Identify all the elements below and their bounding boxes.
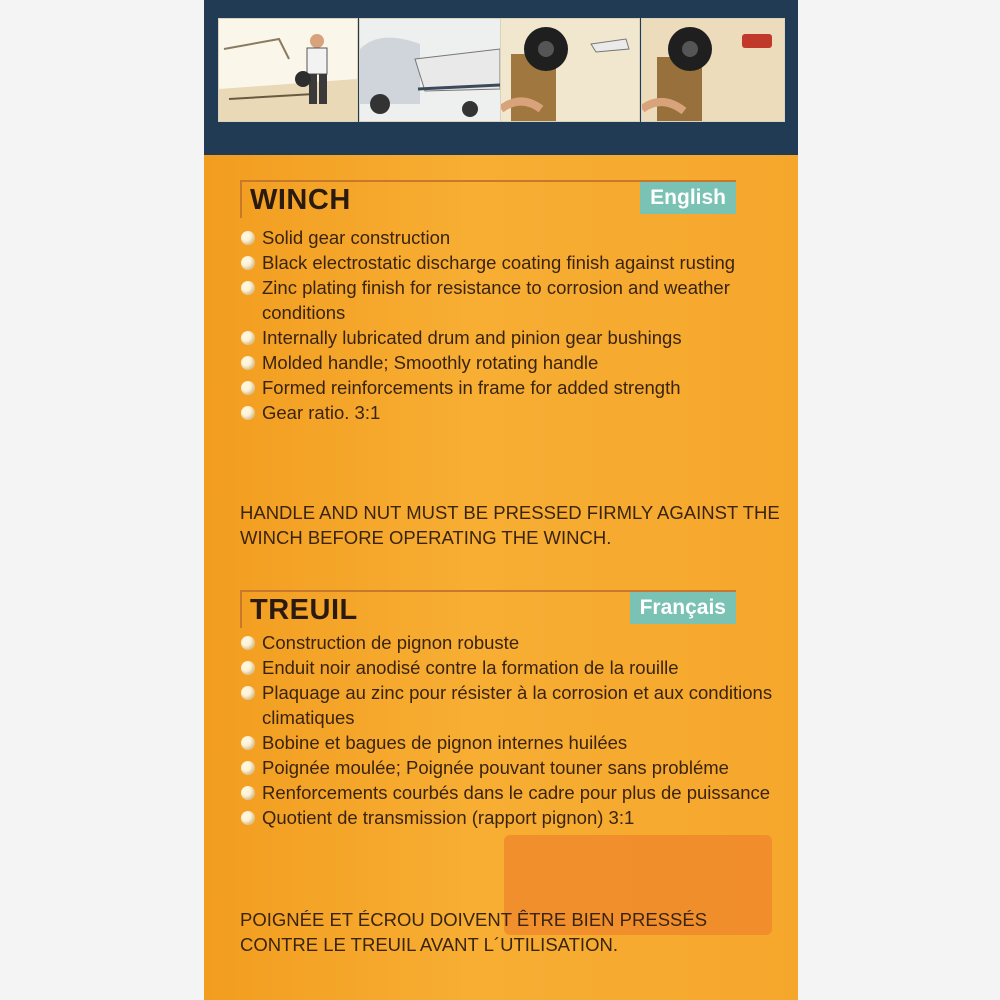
illustration-boat-on-trailer xyxy=(359,18,501,122)
bullet-icon xyxy=(241,761,255,775)
illustration-man-cranking-winch xyxy=(218,18,358,122)
feature-item: Enduit noir anodisé contre la formation de la rouille xyxy=(240,655,780,680)
bullet-icon xyxy=(241,811,255,825)
bullet-icon xyxy=(241,231,255,245)
bullet-icon xyxy=(241,661,255,675)
feature-item: Internally lubricated drum and pinion gear bushings xyxy=(240,325,780,350)
feature-list-english xyxy=(240,225,780,425)
feature-item: Gear ratio. 3:1 xyxy=(240,400,780,425)
feature-list-french xyxy=(240,630,780,830)
warning-text-french: POIGNÉE ET ÉCROU DOIVENT ÊTRE BIEN PRESSÉS CONTRE LE TREUIL AVANT L´UTILISATION. xyxy=(240,909,708,955)
bullet-icon xyxy=(241,356,255,370)
section-title: WINCH xyxy=(250,184,351,216)
bullet-icon xyxy=(241,686,255,700)
feature-item: Quotient de transmission (rapport pignon) 3:1 xyxy=(240,805,780,830)
packaging-panel xyxy=(204,0,798,1000)
feature-item: Molded handle; Smoothly rotating handle xyxy=(240,350,780,375)
feature-item: Plaquage au zinc pour résister à la corrosion et aux conditions climatiques xyxy=(240,680,780,730)
bullet-icon xyxy=(241,636,255,650)
bullet-icon xyxy=(241,381,255,395)
feature-item: Poignée moulée; Poignée pouvant touner sans probléme xyxy=(240,755,780,780)
bullet-icon xyxy=(241,281,255,295)
bullet-icon xyxy=(241,256,255,270)
bullet-icon xyxy=(241,736,255,750)
section-header-english xyxy=(240,180,736,218)
bullet-icon xyxy=(241,331,255,345)
feature-item: Construction de pignon robuste xyxy=(240,630,780,655)
bullet-icon xyxy=(241,786,255,800)
bullet-icon xyxy=(241,406,255,420)
feature-item: Bobine et bagues de pignon internes huilées xyxy=(240,730,780,755)
feature-item: Black electrostatic discharge coating finish against rusting xyxy=(240,250,780,275)
feature-item: Solid gear construction xyxy=(240,225,780,250)
feature-item: Renforcements courbés dans le cadre pour plus de puissance xyxy=(240,780,780,805)
section-title: TREUIL xyxy=(250,594,358,626)
language-tag: Français xyxy=(630,592,736,624)
feature-item: Zinc plating finish for resistance to corrosion and weather conditions xyxy=(240,275,780,325)
feature-item: Formed reinforcements in frame for added strength xyxy=(240,375,780,400)
warning-text-english: HANDLE AND NUT MUST BE PRESSED FIRMLY AGAINST THE WINCH BEFORE OPERATING THE WINCH. xyxy=(240,502,780,548)
section-header-french xyxy=(240,590,736,628)
illustration-winch-mounted-post-1 xyxy=(500,18,640,122)
illustration-winch-mounted-post-2 xyxy=(641,18,785,122)
illustration-band xyxy=(204,0,798,155)
language-tag: English xyxy=(640,182,736,214)
